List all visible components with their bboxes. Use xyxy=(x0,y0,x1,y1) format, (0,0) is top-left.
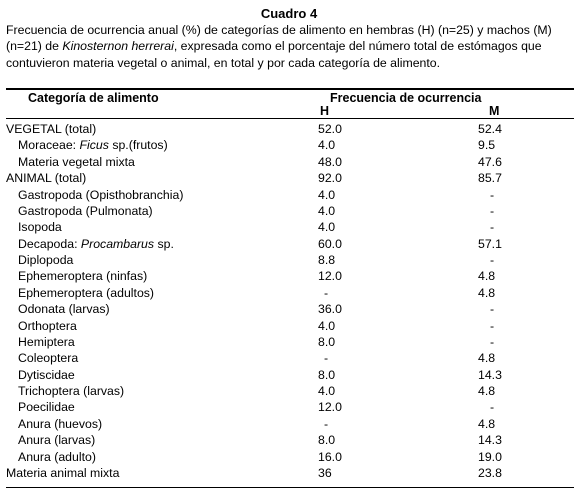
row-value-m: 19.0 xyxy=(478,449,502,464)
table-row xyxy=(6,432,574,448)
row-category-name: Odonata (larvas) xyxy=(18,302,110,317)
row-category-name: Moraceae: xyxy=(18,138,80,153)
row-category xyxy=(18,432,95,448)
row-value-h: 52.0 xyxy=(318,122,342,136)
table-row xyxy=(6,137,574,153)
row-category-name: VEGETAL (total) xyxy=(6,122,97,136)
row-value-m: 9.5 xyxy=(478,138,496,153)
row-value-h: - xyxy=(324,351,329,366)
row-value-h: 12.0 xyxy=(318,400,342,415)
row-category-name: Poecilidae xyxy=(18,400,75,415)
row-category xyxy=(18,137,168,153)
row-category xyxy=(18,318,77,334)
table-title: Cuadro 4 xyxy=(260,6,318,21)
row-value-h: 60.0 xyxy=(318,236,342,251)
row-value-h: 4.0 xyxy=(318,384,336,398)
row-category xyxy=(18,367,75,383)
row-value-h: - xyxy=(324,416,329,431)
row-category xyxy=(18,416,102,432)
row-value-h: 36.0 xyxy=(318,302,342,317)
row-category xyxy=(18,449,96,465)
row-category-name: Anura (huevos) xyxy=(18,416,103,431)
row-category-name: Diplopoda xyxy=(18,253,74,267)
row-category-suffix: sp. xyxy=(154,236,174,251)
row-category-name: Gastropoda (Pulmonata) xyxy=(18,203,153,218)
header-h: H xyxy=(320,104,330,118)
row-value-m: 4.8 xyxy=(478,384,496,398)
row-value-m: 85.7 xyxy=(478,171,502,186)
row-value-m: 23.8 xyxy=(478,465,502,480)
row-category-name: Decapoda: xyxy=(18,236,81,251)
row-category-name: Ephemeroptera (adultos) xyxy=(18,285,155,300)
caption-species-name: Kinosternon herrerai xyxy=(62,39,174,54)
table-row xyxy=(6,203,574,219)
table-row xyxy=(6,350,574,366)
row-value-m: 4.8 xyxy=(478,351,496,366)
row-value-m: - xyxy=(490,203,495,218)
row-category xyxy=(18,399,75,415)
table-row xyxy=(6,318,574,334)
row-value-m: - xyxy=(490,220,495,235)
row-category-name: Ephemeroptera (ninfas) xyxy=(18,269,148,284)
table-body xyxy=(6,121,574,481)
row-category xyxy=(18,252,73,268)
row-category-name: Coleoptera xyxy=(18,351,79,366)
table-row xyxy=(6,170,574,186)
row-category-name: Anura (larvas) xyxy=(18,433,96,448)
row-category xyxy=(18,301,110,317)
row-value-h: 92.0 xyxy=(318,171,342,186)
row-value-h: 4.0 xyxy=(318,203,336,218)
row-value-m: 4.8 xyxy=(478,269,496,284)
row-category-name: ANIMAL (total) xyxy=(6,171,87,186)
table-header-rule xyxy=(6,118,574,119)
row-value-h: 4.0 xyxy=(318,187,336,202)
caption-text-start: Frecuencia de ocurrencia anual (%) de categorías de alimento en hembras (H) (n=25) y machos (M) (n=21) de xyxy=(6,23,552,54)
table-row xyxy=(6,219,574,235)
row-category-name: Orthoptera xyxy=(18,318,77,333)
table-row xyxy=(6,383,574,399)
table-row xyxy=(6,154,574,170)
row-category-taxon: Procambarus xyxy=(80,236,155,251)
table-row xyxy=(6,399,574,415)
row-category xyxy=(18,154,135,170)
row-category-name: Materia vegetal mixta xyxy=(18,154,135,169)
row-category-taxon: Ficus xyxy=(79,138,109,153)
row-category xyxy=(18,236,174,252)
row-category-name: Trichoptera (larvas) xyxy=(18,384,125,398)
row-category-name: Dytiscidae xyxy=(18,367,75,382)
row-category xyxy=(18,334,75,350)
caption-text-end: , expresada como el porcentaje del número total de estómagos que contuvieron materia vegetal o animal, en total y por cada categoría de alimento. xyxy=(6,39,542,70)
table-row xyxy=(6,334,574,350)
table-row xyxy=(6,416,574,432)
row-value-h: 48.0 xyxy=(318,154,342,169)
header-m: M xyxy=(489,104,500,118)
row-value-m: 14.3 xyxy=(478,367,502,382)
row-category-name: Materia animal mixta xyxy=(6,465,120,480)
row-category xyxy=(18,219,62,235)
table-row xyxy=(6,449,574,465)
table-row xyxy=(6,465,574,481)
row-value-m: - xyxy=(490,400,495,415)
row-value-m: 47.6 xyxy=(478,154,502,169)
header-frequency: Frecuencia de ocurrencia xyxy=(330,91,482,105)
row-category-suffix: sp.(frutos) xyxy=(108,138,168,153)
table-row xyxy=(6,367,574,383)
row-value-h: 36 xyxy=(318,465,332,480)
row-category xyxy=(18,268,147,284)
row-category xyxy=(18,383,124,399)
row-value-m: 14.3 xyxy=(478,433,502,448)
header-category: Categoría de alimento xyxy=(28,91,159,105)
row-value-m: 4.8 xyxy=(478,416,496,431)
row-value-h: 4.0 xyxy=(318,318,336,333)
row-value-h: 8.0 xyxy=(318,334,336,349)
row-value-m: - xyxy=(490,334,495,349)
row-value-h: 4.0 xyxy=(318,220,336,235)
row-category xyxy=(6,170,86,186)
row-category-name: Isopoda xyxy=(18,220,62,235)
row-value-m: 4.8 xyxy=(478,285,496,300)
table-bottom-rule xyxy=(6,487,574,488)
table-caption xyxy=(6,22,576,71)
row-value-h: 12.0 xyxy=(318,269,342,284)
table-row xyxy=(6,187,574,203)
row-category xyxy=(6,121,96,137)
row-category xyxy=(6,465,119,481)
row-category xyxy=(18,203,153,219)
table-row xyxy=(6,268,574,284)
row-category-name: Anura (adulto) xyxy=(18,449,96,464)
row-category xyxy=(18,285,154,301)
row-value-m: - xyxy=(490,187,495,202)
row-category-name: Hemiptera xyxy=(18,334,75,349)
table-row xyxy=(6,285,574,301)
row-value-h: 4.0 xyxy=(318,138,336,153)
row-value-h: - xyxy=(324,285,329,300)
table-row xyxy=(6,301,574,317)
row-category xyxy=(18,350,78,366)
table-top-rule xyxy=(6,88,574,90)
table-row xyxy=(6,121,574,137)
table-row xyxy=(6,252,574,268)
row-value-m: - xyxy=(490,318,495,333)
row-value-h: 8.0 xyxy=(318,433,336,448)
row-value-m: - xyxy=(490,253,495,267)
row-value-h: 16.0 xyxy=(318,449,342,464)
table-row xyxy=(6,236,574,252)
row-value-m: 57.1 xyxy=(478,236,502,251)
row-value-h: 8.8 xyxy=(318,253,336,267)
row-value-m: - xyxy=(490,302,495,317)
row-category xyxy=(18,187,183,203)
row-category-name: Gastropoda (Opisthobranchia) xyxy=(18,187,184,202)
row-value-m: 52.4 xyxy=(478,122,502,136)
row-value-h: 8.0 xyxy=(318,367,336,382)
